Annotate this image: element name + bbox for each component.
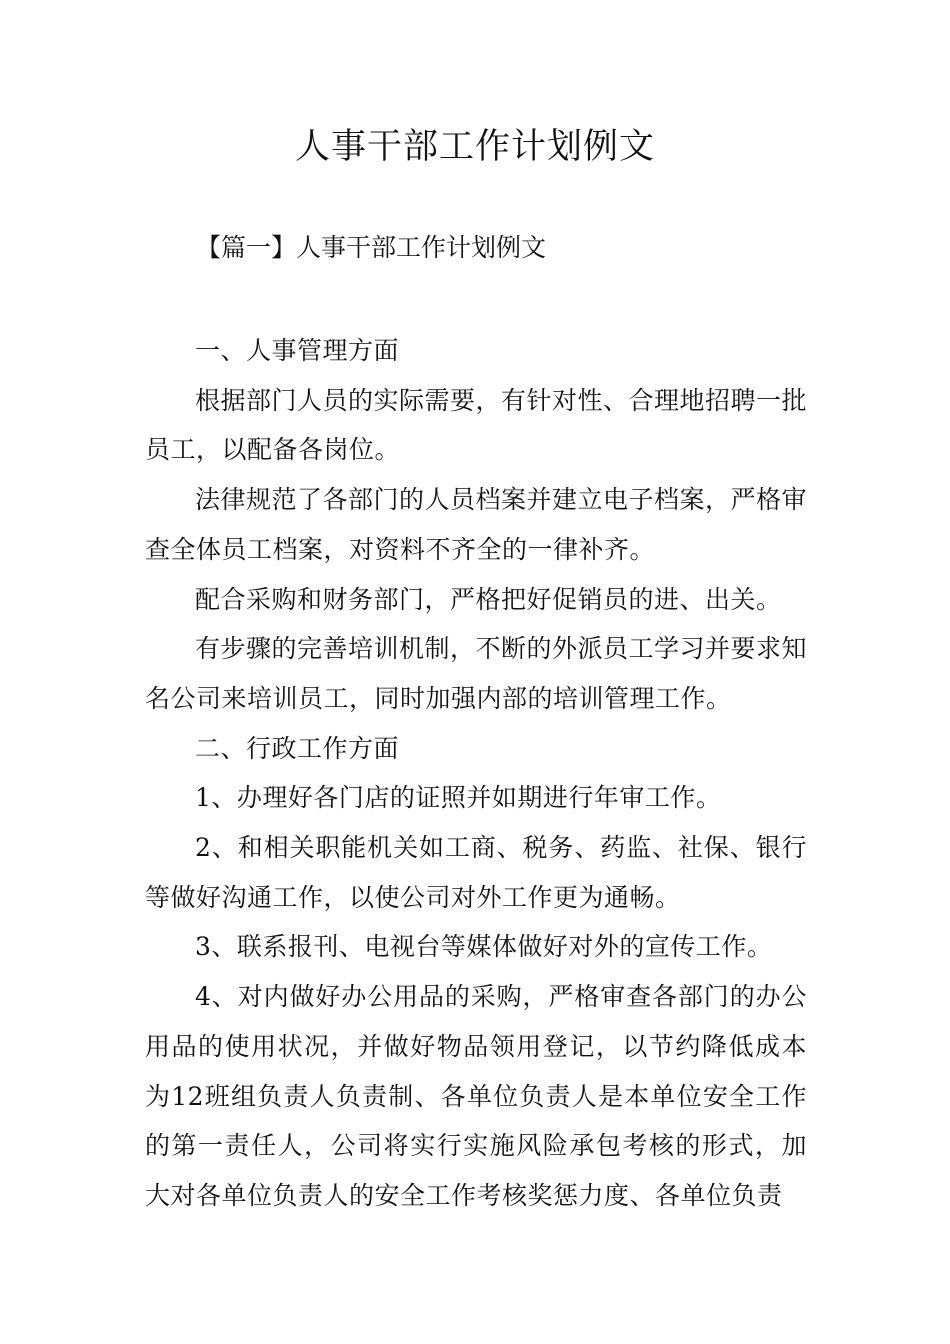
paragraph-heading-admin: 二、行政工作方面	[195, 733, 400, 763]
paragraph: 法律规范了各部门的人员档案并建立电子档案，严格审查全体员工档案，对资料不齐全的一律补齐。	[145, 485, 808, 564]
document-title: 人事干部工作计划例文	[294, 127, 655, 167]
paragraph: 1、办理好各门店的证照并如期进行年审工作。	[195, 783, 722, 813]
paragraph: 3、联系报刊、电视台等媒体做好对外的宣传工作。	[195, 932, 773, 962]
paragraph: 4、对内做好办公用品的采购，严格审查各部门的办公用品的使用状况，并做好物品领用登记，以节约降低成本为12班组负责人负责制、各单位负责人是本单位安全工作的第一责任人，公司将实行实施风险承包考核的形式，加大对各单位负责人的安全工作考核奖惩力度、各单位负责	[145, 982, 807, 1210]
section-heading: 【篇一】人事干部工作计划例文	[196, 233, 547, 262]
paragraph-heading-personnel: 一、人事管理方面	[195, 336, 400, 365]
paragraph: 有步骤的完善培训机制，不断的外派员工学习并要求知名公司来培训员工，同时加强内部的培训管理工作。	[145, 634, 808, 713]
paragraph: 2、和相关职能机关如工商、税务、药监、社保、银行等做好沟通工作，以使公司对外工作更为通畅。	[145, 833, 807, 912]
paragraph: 根据部门人员的实际需要，有针对性、合理地招聘一批员工，以配备各岗位。	[145, 385, 808, 465]
paragraph: 配合采购和财务部门，严格把好促销员的进、出关。	[195, 584, 782, 614]
document-body	[145, 326, 807, 1221]
